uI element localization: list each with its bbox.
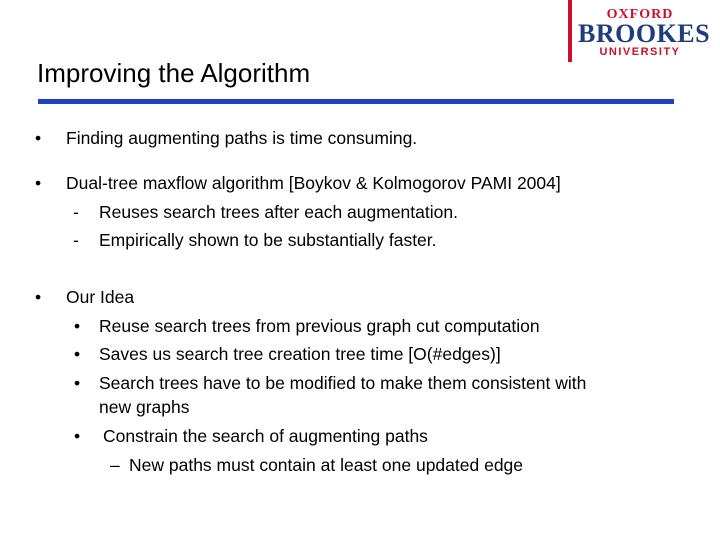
bullet-text-2: Dual-tree maxflow algorithm [Boykov & Kolmogorov PAMI 2004]: [66, 173, 561, 193]
bullet-marker: •: [74, 316, 81, 336]
bullet-2-subitem-1: Reuses search trees after each augmentation.: [99, 202, 458, 222]
logo-university-text: UNIVERSITY: [599, 46, 681, 58]
logo-accent-bar: [568, 0, 572, 62]
dash-marker: -: [73, 230, 79, 250]
slide-title: Improving the Algorithm: [37, 58, 311, 88]
title-underline: [38, 99, 674, 104]
bullet-3-subitem-4-detail: New paths must contain at least one updated edge: [129, 455, 524, 475]
bullet-marker: •: [35, 287, 42, 307]
bullet-3-subitem-3-line-1: Search trees have to be modified to make them consistent with: [99, 373, 587, 393]
bullet-text-1: Finding augmenting paths is time consuming.: [66, 128, 418, 148]
bullet-3-subitem-2: Saves us search tree creation tree time [O(#edges)]: [99, 344, 501, 364]
logo-brookes-text: BROOKES: [578, 19, 711, 48]
bullet-3-subitem-4: Constrain the search of augmenting paths: [103, 426, 428, 446]
logo-oxford-text: OXFORD: [606, 7, 674, 22]
bullet-marker: •: [74, 373, 81, 393]
endash-marker: –: [110, 455, 120, 475]
bullet-marker: •: [74, 426, 81, 446]
bullet-3-subitem-1: Reuse search trees from previous graph cut computation: [99, 316, 540, 336]
logo-wordmark: [578, 7, 711, 58]
university-logo: [568, 0, 720, 70]
bullet-marker: •: [35, 173, 42, 193]
bullet-3-subitem-3-line-2: new graphs: [99, 397, 190, 417]
bullet-2-subitem-2: Empirically shown to be substantially faster.: [99, 230, 437, 250]
bullet-marker: •: [35, 128, 42, 148]
bullet-marker: •: [74, 344, 81, 364]
bullet-text-3: Our Idea: [66, 287, 135, 307]
dash-marker: -: [73, 202, 79, 222]
